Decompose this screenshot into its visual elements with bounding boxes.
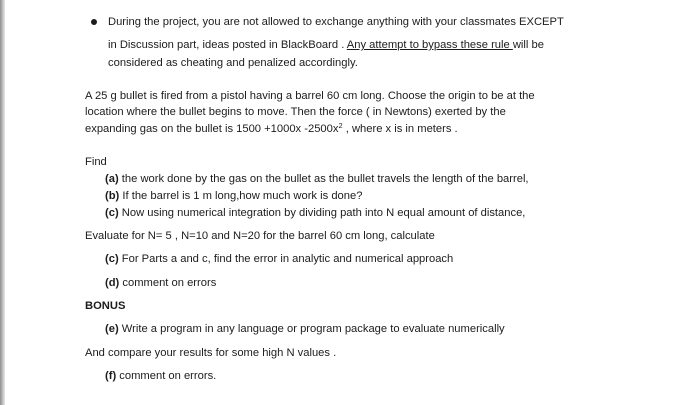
rules-warning-underlined: Any attempt to bypass these rule [346, 39, 513, 51]
force-exponent: 2 [338, 121, 343, 130]
part-d-text: comment on errors [119, 277, 217, 289]
part-d-tag: (d) [105, 277, 120, 289]
part-e-text: Write a program in any language or program package to evaluate numerically [118, 323, 505, 335]
part-c [105, 206, 525, 220]
problem-line-3-end: , where x is in meters . [342, 123, 458, 135]
rules-line-2-end: will be [512, 39, 544, 51]
force-expression: expanding gas on the bullet is 1500 +1000x -2500x [85, 123, 339, 135]
part-d [105, 276, 216, 290]
part-c2-text: For Parts a and c, find the error in analytic and numerical approach [118, 253, 454, 265]
part-a [105, 172, 529, 186]
rules-line-3: considered as cheating and penalized accordingly. [108, 57, 358, 69]
part-c-tag: (c) [105, 207, 119, 219]
part-f-text: comment on errors. [116, 370, 217, 382]
part-b-tag: (b) [105, 190, 120, 202]
bullet-point-icon [91, 19, 97, 25]
bonus-heading: BONUS [85, 300, 126, 312]
part-a-text: the work done by the gas on the bullet as the bullet travels the length of the barrel, [118, 173, 529, 185]
part-f-tag: (f) [105, 370, 117, 382]
problem-line-2: location where the bullet begins to move. Then the force ( in Newtons) exerted by the [85, 106, 506, 118]
part-e [105, 322, 505, 336]
evaluate-line: Evaluate for N= 5 , N=10 and N=20 for the barrel 60 cm long, calculate [85, 230, 435, 242]
part-c2-tag: (c) [105, 253, 119, 265]
part-f [105, 369, 216, 383]
rules-line-2-start: in Discussion part, ideas posted in BlackBoard . [108, 39, 347, 51]
problem-line-1: A 25 g bullet is fired from a pistol having a barrel 60 cm long. Choose the origin to be at the [85, 90, 535, 102]
rules-line-2 [108, 38, 544, 52]
rules-line-1: During the project, you are not allowed to exchange anything with your classmates EXCEPT [108, 16, 564, 28]
find-label: Find [85, 156, 107, 168]
problem-line-3 [85, 122, 458, 136]
page-edge-shadow [0, 0, 5, 405]
part-c2 [105, 252, 453, 266]
part-b [105, 189, 362, 203]
part-c-text: Now using numerical integration by dividing path into N equal amount of distance, [118, 207, 526, 219]
part-a-tag: (a) [105, 173, 119, 185]
part-b-text: If the barrel is 1 m long,how much work is done? [119, 190, 363, 202]
part-e-tag: (e) [105, 323, 119, 335]
compare-line: And compare your results for some high N values . [85, 347, 337, 359]
